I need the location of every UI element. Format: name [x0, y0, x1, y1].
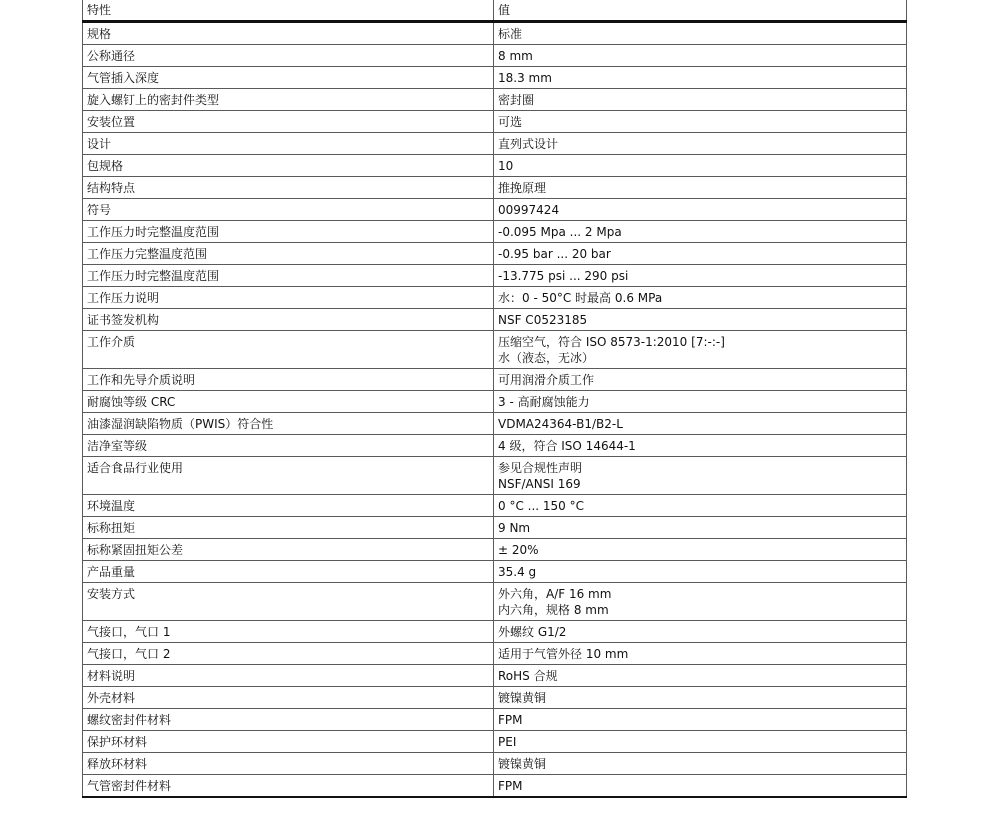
table-row [83, 199, 907, 221]
property-label: 工作介质 [83, 331, 494, 369]
property-value-line: 镀镍黄铜 [498, 757, 547, 771]
property-value-line: -0.095 Mpa ... 2 Mpa [498, 225, 622, 239]
property-label: 外壳材料 [83, 687, 494, 709]
property-value [494, 495, 907, 517]
table-row [83, 621, 907, 643]
table-row [83, 665, 907, 687]
header-property: 特性 [83, 0, 494, 22]
property-value [494, 665, 907, 687]
property-label: 标称扭矩 [83, 517, 494, 539]
table-row [83, 89, 907, 111]
property-label: 螺纹密封件材料 [83, 709, 494, 731]
property-value-line: 4 级，符合 ISO 14644-1 [498, 439, 636, 453]
property-value-line: 0 °C ... 150 °C [498, 499, 584, 513]
property-label: 油漆湿润缺陷物质（PWIS）符合性 [83, 413, 494, 435]
property-label: 安装方式 [83, 583, 494, 621]
property-value [494, 287, 907, 309]
property-value-line: 适用于气管外径 10 mm [498, 647, 629, 661]
property-value [494, 643, 907, 665]
property-value-line: 35.4 g [498, 565, 537, 579]
spec-body [83, 22, 907, 798]
property-label: 耐腐蚀等级 CRC [83, 391, 494, 413]
property-value-line: PEI [498, 735, 517, 749]
property-label: 证书签发机构 [83, 309, 494, 331]
property-value [494, 583, 907, 621]
table-row [83, 67, 907, 89]
property-label: 产品重量 [83, 561, 494, 583]
property-value-line: 内六角，规格 8 mm [498, 603, 609, 617]
property-value-line: NSF/ANSI 169 [498, 477, 581, 491]
property-label: 设计 [83, 133, 494, 155]
property-value [494, 517, 907, 539]
property-value [494, 775, 907, 798]
table-row [83, 413, 907, 435]
table-row [83, 435, 907, 457]
property-label: 适合食品行业使用 [83, 457, 494, 495]
property-label: 符号 [83, 199, 494, 221]
table-row [83, 391, 907, 413]
property-label: 规格 [83, 22, 494, 45]
property-value [494, 67, 907, 89]
table-row [83, 111, 907, 133]
header-value: 值 [494, 0, 907, 22]
property-value-line: 可选 [498, 115, 523, 129]
property-value [494, 111, 907, 133]
property-value [494, 243, 907, 265]
property-label: 洁净室等级 [83, 435, 494, 457]
table-row [83, 583, 907, 621]
table-row [83, 687, 907, 709]
property-value-line: 18.3 mm [498, 71, 552, 85]
table-row [83, 22, 907, 45]
property-label: 气接口，气口 2 [83, 643, 494, 665]
property-label: 包规格 [83, 155, 494, 177]
table-row [83, 561, 907, 583]
property-value-line: 00997424 [498, 203, 560, 217]
property-value-line: FPM [498, 779, 523, 793]
property-value-line: 水（液态，无冰） [498, 351, 595, 365]
table-row [83, 265, 907, 287]
property-value-line: NSF C0523185 [498, 313, 588, 327]
table-row [83, 539, 907, 561]
property-value-line: 3 - 高耐腐蚀能力 [498, 395, 590, 409]
property-value [494, 155, 907, 177]
property-value [494, 687, 907, 709]
property-label: 标称紧固扭矩公差 [83, 539, 494, 561]
table-row [83, 331, 907, 369]
property-label: 工作压力完整温度范围 [83, 243, 494, 265]
table-row [83, 45, 907, 67]
table-row [83, 369, 907, 391]
property-value [494, 413, 907, 435]
property-label: 工作压力时完整温度范围 [83, 221, 494, 243]
property-value [494, 731, 907, 753]
property-value [494, 391, 907, 413]
property-label: 工作和先导介质说明 [83, 369, 494, 391]
property-value-line: 10 [498, 159, 514, 173]
table-row [83, 287, 907, 309]
property-label: 保护环材料 [83, 731, 494, 753]
table-row [83, 243, 907, 265]
property-value [494, 753, 907, 775]
property-value-line: ± 20% [498, 543, 539, 557]
property-value-line: VDMA24364-B1/B2-L [498, 417, 623, 431]
property-value [494, 621, 907, 643]
property-value [494, 309, 907, 331]
table-row [83, 309, 907, 331]
property-value-line: -13.775 psi ... 290 psi [498, 269, 629, 283]
property-value-line: 9 Nm [498, 521, 531, 535]
property-label: 工作压力时完整温度范围 [83, 265, 494, 287]
property-value [494, 457, 907, 495]
property-value [494, 133, 907, 155]
property-value-line: 标准 [498, 27, 523, 41]
property-value [494, 435, 907, 457]
property-value [494, 369, 907, 391]
property-label: 气管插入深度 [83, 67, 494, 89]
table-row [83, 133, 907, 155]
property-label: 安装位置 [83, 111, 494, 133]
property-value [494, 561, 907, 583]
property-value-line: 压缩空气，符合 ISO 8573-1:2010 [7:-:-] [498, 335, 725, 349]
property-value-line: 直列式设计 [498, 137, 559, 151]
table-row [83, 643, 907, 665]
table-header-row [83, 0, 907, 22]
property-value-line: 水：0 - 50°C 时最高 0.6 MPa [498, 291, 663, 305]
table-row [83, 731, 907, 753]
property-label: 公称通径 [83, 45, 494, 67]
property-value [494, 265, 907, 287]
property-value-line: FPM [498, 713, 523, 727]
property-value [494, 709, 907, 731]
property-value-line: 密封圈 [498, 93, 535, 107]
table-row [83, 775, 907, 798]
property-value-line: 镀镍黄铜 [498, 691, 547, 705]
property-label: 环境温度 [83, 495, 494, 517]
property-value [494, 221, 907, 243]
table-row [83, 517, 907, 539]
property-label: 旋入螺钉上的密封件类型 [83, 89, 494, 111]
property-value [494, 177, 907, 199]
property-label: 释放环材料 [83, 753, 494, 775]
property-value-line: 外螺纹 G1/2 [498, 625, 567, 639]
table-row [83, 457, 907, 495]
table-row [83, 709, 907, 731]
table-row [83, 221, 907, 243]
property-value [494, 331, 907, 369]
property-label: 工作压力说明 [83, 287, 494, 309]
property-value [494, 539, 907, 561]
table-row [83, 753, 907, 775]
property-value [494, 45, 907, 67]
spec-table [82, 0, 907, 798]
property-value-line: RoHS 合规 [498, 669, 558, 683]
property-value [494, 89, 907, 111]
table-row [83, 155, 907, 177]
property-value-line: 8 mm [498, 49, 533, 63]
property-value-line: 外六角，A/F 16 mm [498, 587, 612, 601]
property-label: 结构特点 [83, 177, 494, 199]
property-value-line: 推挽原理 [498, 181, 547, 195]
property-value-line: -0.95 bar ... 20 bar [498, 247, 611, 261]
property-value-line: 可用润滑介质工作 [498, 373, 595, 387]
property-value [494, 22, 907, 45]
property-label: 气接口，气口 1 [83, 621, 494, 643]
property-label: 气管密封件材料 [83, 775, 494, 798]
table-row [83, 177, 907, 199]
property-label: 材料说明 [83, 665, 494, 687]
property-value [494, 199, 907, 221]
property-value-line: 参见合规性声明 [498, 461, 583, 475]
table-row [83, 495, 907, 517]
